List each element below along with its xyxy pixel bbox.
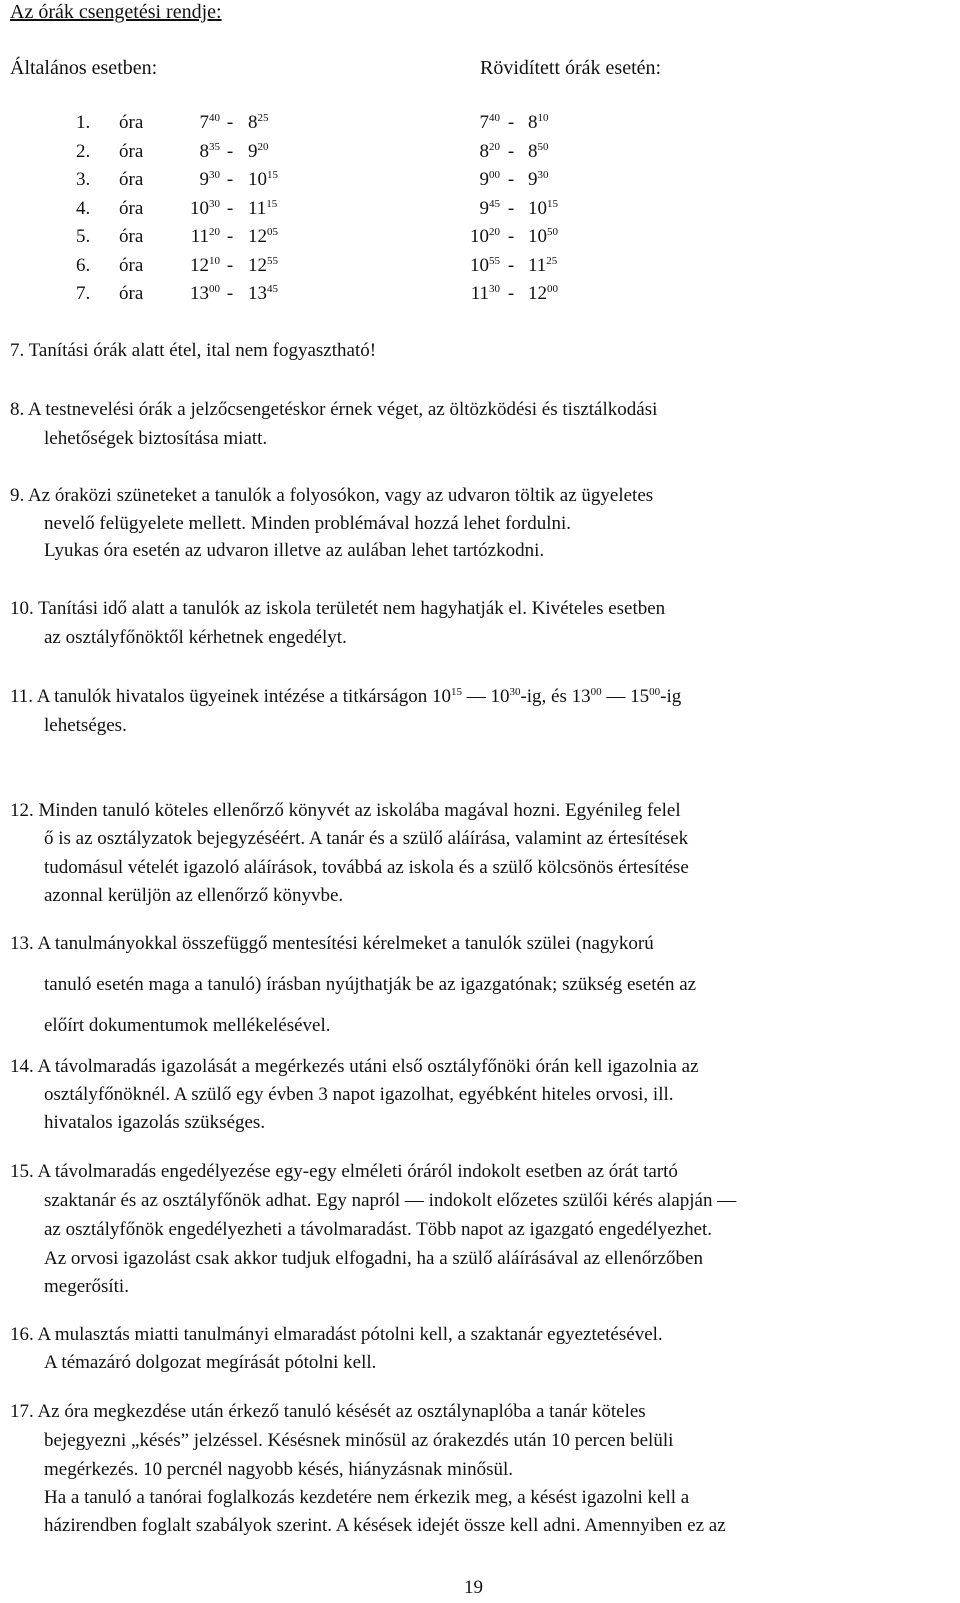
period-number: 6. (76, 254, 91, 276)
rule-9-line-2: nevelő felügyelete mellett. Minden problémával hozzá lehet fordulni. (44, 513, 572, 534)
time-separator: - (507, 226, 515, 247)
time-separator: - (226, 140, 234, 162)
period-label: óra (119, 112, 144, 133)
start-time: $7^{40}$ (479, 112, 500, 133)
period-number: 7. (76, 283, 91, 304)
rule-14-line-2: osztályfőnöknél. A szülő egy évben 3 napot igazolhat, egyébként hiteles orvosi, ill. (44, 1084, 674, 1105)
period-number: 2. (76, 140, 91, 162)
rule-17-line-5: házirendben foglalt szabályok szerint. A késések idejét össze kell adni. Amennyiben ez az (44, 1515, 726, 1536)
rule-15-line-2: szaktanár és az osztályfőnök adhat. Egy napról — indokolt előzetes szülői kérés alapján — (44, 1190, 737, 1211)
end-time: $10^{15}$ (248, 169, 278, 190)
time-separator: - (507, 254, 515, 276)
end-time: $8^{10}$ (528, 112, 549, 133)
period-label: óra (119, 283, 144, 304)
period-label: óra (119, 169, 144, 190)
time-separator: - (507, 283, 515, 304)
end-time: $10^{50}$ (528, 226, 558, 247)
rule-8-line-2: lehetőségek biztosítása miatt. (44, 428, 268, 449)
rule-14-line-3: hivatalos igazolás szükséges. (44, 1112, 266, 1133)
rule-10-line-2: az osztályfőnöktől kérhetnek engedélyt. (44, 627, 347, 648)
time-separator: - (226, 283, 234, 304)
rule-9-line-3: Lyukas óra esetén az udvaron illetve az aulában lehet tartózkodni. (44, 540, 545, 561)
start-time: $8^{35}$ (199, 140, 220, 162)
start-time: $9^{00}$ (479, 169, 500, 190)
page-number: 19 (464, 1577, 483, 1598)
rule-15-line-5: megerősíti. (44, 1276, 129, 1297)
rule-13-line-3: előírt dokumentumok mellékelésével. (44, 1015, 331, 1036)
rule-17-line-3: megérkezés. 10 percnél nagyobb késés, hiányzásnak minősül. (44, 1459, 514, 1480)
rule-12-line-1: 12. Minden tanuló köteles ellenőrző könyvét az iskolába magával hozni. Egyénileg felel (10, 800, 681, 821)
time-separator: - (507, 169, 515, 190)
period-label: óra (119, 140, 144, 162)
period-number: 4. (76, 197, 91, 219)
end-time: $10^{15}$ (528, 197, 558, 219)
time-separator: - (507, 112, 515, 133)
rule-8-line-1: 8. A testnevelési órák a jelzőcsengetéskor érnek véget, az öltözködési és tisztálkodási (10, 399, 658, 420)
end-time: $12^{05}$ (248, 226, 278, 247)
end-time: $8^{50}$ (528, 140, 549, 162)
time-separator: - (226, 197, 234, 219)
end-time: $8^{25}$ (248, 112, 269, 133)
normal-schedule-title: Általános esetben: (10, 57, 158, 79)
start-time: $8^{20}$ (479, 140, 500, 162)
end-time: $9^{20}$ (248, 140, 269, 162)
rule-16-line-2: A témazáró dolgozat megírását pótolni kell. (44, 1352, 377, 1373)
rule-10-line-1: 10. Tanítási idő alatt a tanulók az iskola területét nem hagyhatják el. Kivételes esetben (10, 598, 666, 619)
start-time: $10^{30}$ (190, 197, 220, 219)
period-label: óra (119, 226, 144, 247)
time-separator: - (226, 226, 234, 247)
rule-13-line-2: tanuló esetén maga a tanuló) írásban nyújthatják be az igazgatónak; szükség esetén az (44, 974, 697, 995)
short-schedule-title: Rövidített órák esetén: (480, 57, 662, 79)
start-time: $13^{00}$ (190, 283, 220, 304)
rule-7: 7. Tanítási órák alatt étel, ital nem fogyasztható! (10, 340, 377, 361)
period-number: 1. (76, 112, 91, 133)
start-time: $9^{45}$ (479, 197, 500, 219)
rule-13-line-1: 13. A tanulmányokkal összefüggő mentesítési kérelmeket a tanulók szülei (nagykorú (10, 933, 654, 954)
start-time: $12^{10}$ (190, 254, 220, 276)
time-separator: - (507, 197, 515, 219)
rule-15-line-4: Az orvosi igazolást csak akkor tudjuk elfogadni, ha a szülő aláírásával az ellenőrzőben (44, 1248, 703, 1269)
period-number: 5. (76, 226, 91, 247)
end-time: $12^{55}$ (248, 254, 278, 276)
start-time: $11^{30}$ (470, 283, 500, 304)
rule-12-line-4: azonnal kerüljön az ellenőrző könyvbe. (44, 885, 344, 906)
end-time: $11^{25}$ (528, 254, 558, 276)
period-number: 3. (76, 169, 91, 190)
start-time: $9^{30}$ (199, 169, 220, 190)
rule-14-line-1: 14. A távolmaradás igazolását a megérkezés utáni első osztályfőnöki órán kell igazolnia az (10, 1056, 699, 1077)
time-separator: - (226, 169, 234, 190)
section-heading: Az órák csengetési rendje: (10, 1, 222, 23)
rule-17-line-2: bejegyezni „késés” jelzéssel. Késésnek minősül az órakezdés után 10 percen belüli (44, 1430, 674, 1451)
rule-15-line-3: az osztályfőnök engedélyezheti a távolmaradást. Több napot az igazgató engedélyezhet. (44, 1219, 713, 1240)
end-time: $11^{15}$ (248, 197, 278, 219)
end-time: $13^{45}$ (248, 283, 278, 304)
rule-17-line-4: Ha a tanuló a tanórai foglalkozás kezdetére nem érkezik meg, a késést igazolni kell a (44, 1487, 690, 1508)
start-time: $10^{20}$ (470, 226, 500, 247)
rule-9-line-1: 9. Az óraközi szüneteket a tanulók a folyosókon, vagy az udvaron töltik az ügyeletes (10, 485, 654, 506)
rule-17-line-1: 17. Az óra megkezdése után érkező tanuló késését az osztálynaplóba a tanár köteles (10, 1401, 646, 1422)
rule-15-line-1: 15. A távolmaradás engedélyezése egy-egy elméleti óráról indokolt esetben az órát tartó (10, 1161, 678, 1182)
start-time: $10^{55}$ (470, 254, 500, 276)
rule-11-line-2: lehetséges. (44, 715, 127, 736)
rule-12-line-3: tudomásul vételét igazoló aláírások, továbbá az iskola és a szülő kölcsönös értesítése (44, 857, 689, 878)
rule-11-line-1: 11. A tanulók hivatalos ügyeinek intézése a titkárságon $10^{15}$ — $10^{30}-ig$, és $13^{00}$ — $15^{00}-ig$ (10, 686, 682, 707)
period-label: óra (119, 254, 144, 276)
end-time: $12^{00}$ (528, 283, 558, 304)
time-separator: - (226, 254, 234, 276)
time-separator: - (226, 112, 234, 133)
start-time: $7^{40}$ (199, 112, 220, 133)
time-separator: - (507, 140, 515, 162)
start-time: $11^{20}$ (190, 226, 220, 247)
rule-16-line-1: 16. A mulasztás miatti tanulmányi elmaradást pótolni kell, a szaktanár egyeztetésével. (10, 1324, 663, 1345)
rule-12-line-2: ő is az osztályzatok bejegyzéséért. A tanár és a szülő aláírása, valamint az értesítések (44, 828, 689, 849)
end-time: $9^{30}$ (528, 169, 549, 190)
period-label: óra (119, 197, 144, 219)
